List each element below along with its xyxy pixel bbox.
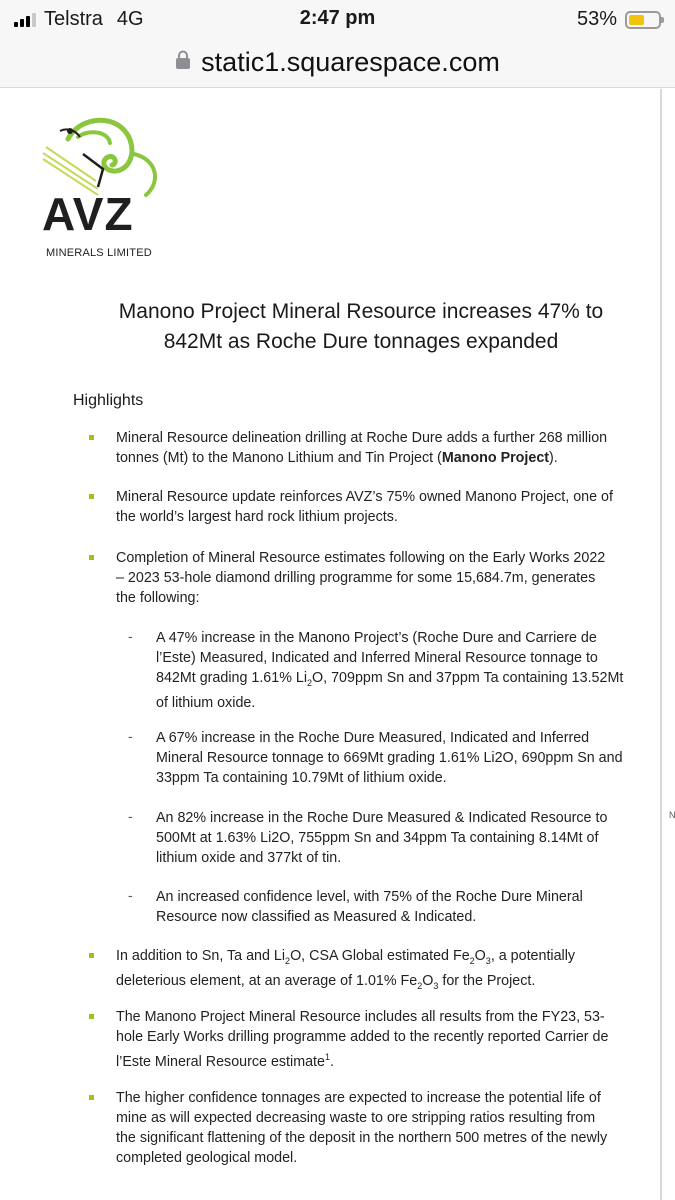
text-line: Mineral Resource tonnage to 669Mt grading 1.61% Li2O, 690ppm Sn and [156, 750, 623, 766]
pdf-page[interactable] [0, 89, 660, 1200]
dash-marker: - [128, 728, 133, 744]
text-line: l’Este Mineral Resource estimate$^1$. [116, 1052, 334, 1070]
text-line: A 47% increase in the Manono Project’s (Roche Dure and Carriere de [156, 630, 597, 646]
text-line: completed geological model. [116, 1150, 298, 1166]
text-line: A 67% increase in the Roche Dure Measured, Indicated and Inferred [156, 730, 590, 746]
chameleon-logo-icon [38, 109, 173, 199]
title-line-1: Manono Project Mineral Resource increases 47% to [118, 300, 604, 323]
list-item [116, 487, 648, 527]
text-line: 842Mt grading 1.61% $Li_2O$, 709ppm Sn and 37ppm Ta containing 13.52Mt [156, 670, 624, 688]
bullet-marker [89, 953, 94, 958]
battery-fill [629, 15, 644, 25]
address-bar[interactable] [0, 38, 675, 88]
text-line: l’Este) Measured, Indicated and Inferred Mineral Resource tonnage to [156, 650, 598, 666]
list-item [116, 548, 648, 608]
text-line: 33ppm Ta containing 10.79Mt of lithium oxide. [156, 770, 447, 786]
clock: 2:47 pm [299, 7, 376, 29]
title-line-2: 842Mt as Roche Dure tonnages expanded [163, 330, 559, 353]
status-right [577, 8, 661, 31]
sub-list-item [156, 728, 648, 788]
text-line: the world’s largest hard rock lithium projects. [116, 509, 398, 525]
logo-subtitle: MINERALS LIMITED [46, 247, 152, 259]
avz-logo [38, 109, 168, 259]
text-line: An increased confidence level, with 75% of the Roche Dure Mineral [156, 889, 583, 905]
sub-list-item [156, 628, 648, 713]
text-line: lithium oxide and 377kt of tin. [156, 850, 342, 866]
battery-percent: 53% [576, 8, 617, 30]
url-text[interactable]: static1.squarespace.com [201, 47, 500, 77]
list-item [116, 428, 648, 468]
text-line: Mineral Resource update reinforces AVZ’s 75% owned Manono Project, one of [116, 489, 613, 505]
dash-marker: - [128, 887, 133, 903]
network-type: 4G [116, 8, 144, 30]
text-line: Completion of Mineral Resource estimates following on the Early Works 2022 [116, 550, 606, 566]
dash-marker: - [128, 628, 133, 644]
text-line: In addition to Sn, Ta and $Li_2O$, CSA Global estimated $Fe_2O_3$, a potentially [116, 948, 576, 966]
text-line: The higher confidence tonnages are expected to increase the potential life of [116, 1090, 601, 1106]
highlights-heading: Highlights [73, 392, 144, 409]
battery-icon [625, 11, 661, 29]
logo-wordmark: AVZ [42, 188, 134, 240]
text-line: of lithium oxide. [156, 694, 256, 711]
text-line: deleterious element, at an average of 1.01% $Fe_2O_3$ for the Project. [116, 972, 536, 991]
adjacent-page-text: N [669, 810, 675, 820]
document-title [60, 297, 662, 357]
bullet-marker [89, 494, 94, 499]
carrier-name: Telstra [44, 8, 103, 30]
text-line: Resource now classified as Measured & Indicated. [156, 909, 477, 925]
text-line: tonnes (Mt) to the Manono Lithium and Tin Project (Manono Project). [116, 450, 558, 466]
text-line: – 2023 53-hole diamond drilling programme for some 15,684.7m, generates [116, 570, 596, 586]
list-item [116, 1088, 648, 1168]
page-edge-divider [660, 89, 662, 1200]
text-line: the significant flattening of the deposit in the northern 500 metres of the newly [116, 1130, 608, 1146]
list-item [116, 1007, 648, 1072]
text-line: hole Early Works drilling programme added to the recently reported Carrier de [116, 1029, 609, 1045]
bullet-marker [89, 1014, 94, 1019]
text-line: mine as will expected decreasing waste to ore stripping ratios resulting from [116, 1110, 596, 1126]
sub-list-item [156, 808, 648, 868]
list-item [116, 946, 648, 996]
text-line: An 82% increase in the Roche Dure Measured & Indicated Resource to [156, 810, 608, 826]
status-bar [0, 0, 675, 38]
dash-marker: - [128, 808, 133, 824]
sub-list-item [156, 887, 648, 927]
text-line: Mineral Resource delineation drilling at Roche Dure adds a further 268 million [116, 430, 608, 446]
text-line: 500Mt at 1.63% Li2O, 755ppm Sn and 34ppm Ta containing 8.14Mt of [156, 830, 599, 846]
bullet-marker [89, 435, 94, 440]
text-line: The Manono Project Mineral Resource includes all results from the FY23, 53- [116, 1009, 605, 1025]
bullet-marker [89, 1095, 94, 1100]
bullet-marker [89, 555, 94, 560]
text-line: the following: [116, 590, 200, 606]
lock-icon [175, 50, 191, 75]
